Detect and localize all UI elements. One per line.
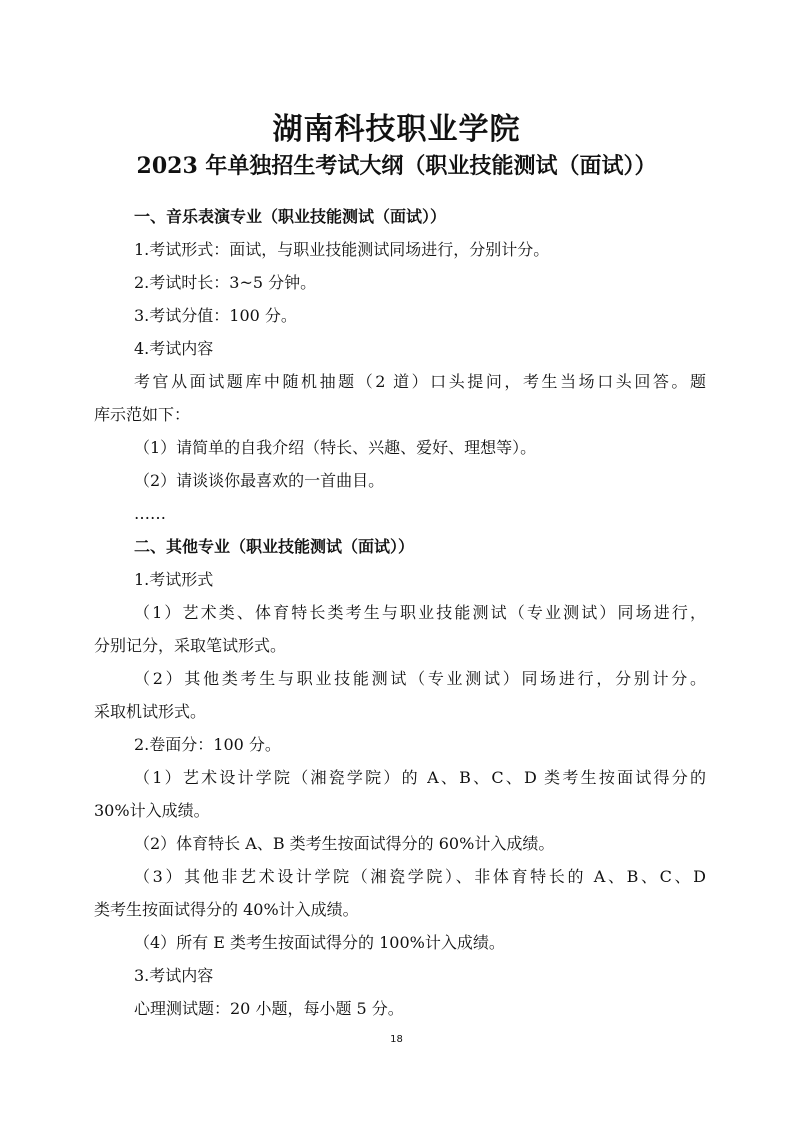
paragraph-line: 3.考试分值：100 分。 [134, 306, 297, 325]
paragraph-line: 分别记分，采取笔试形式。 [94, 636, 287, 655]
paragraph-line: 1.考试形式 [134, 570, 214, 589]
section-heading-other: 二、其他专业（职业技能测试（面试）） [134, 537, 415, 556]
list-item: （3）其他非艺术设计学院（湘瓷学院）、非体育特长的 A、B、C、D [134, 867, 706, 886]
paragraph-line: 2.考试时长：3~5 分钟。 [134, 273, 317, 292]
list-item: （2）请谈谈你最喜欢的一首曲目。 [134, 471, 385, 490]
ellipsis: …… [134, 504, 166, 523]
page-number: 18 [390, 1034, 403, 1045]
paragraph-line: 类考生按面试得分的 40%计入成绩。 [94, 900, 359, 919]
paragraph-line: 2.卷面分：100 分。 [134, 735, 281, 754]
document-title: 湖南科技职业学院 [272, 112, 521, 147]
paragraph-line: 3.考试内容 [134, 966, 214, 985]
document-subtitle: 2023 年单独招生考试大纲（职业技能测试（面试）） [136, 153, 657, 179]
paragraph-line: 30%计入成绩。 [94, 801, 210, 820]
list-item: （1）艺术设计学院（湘瓷学院）的 A、B、C、D 类考生按面试得分的 [134, 768, 706, 787]
list-item: （1）艺术类、体育特长类考生与职业技能测试（专业测试）同场进行， [134, 603, 706, 622]
paragraph-line: 采取机试形式。 [94, 702, 207, 721]
paragraph-line: 库示范如下： [94, 405, 191, 424]
list-item: （4）所有 E 类考生按面试得分的 100%计入成绩。 [134, 933, 505, 952]
paragraph-line: 1.考试形式：面试，与职业技能测试同场进行，分别计分。 [134, 240, 550, 259]
document-body [94, 200, 706, 1025]
list-item: （2）体育特长 A、B 类考生按面试得分的 60%计入成绩。 [134, 834, 555, 853]
paragraph-line: 考官从面试题库中随机抽题（2 道）口头提问，考生当场口头回答。题 [134, 372, 706, 391]
list-item: （1）请简单的自我介绍（特长、兴趣、爱好、理想等）。 [134, 438, 537, 457]
section-heading-music: 一、音乐表演专业（职业技能测试（面试）） [134, 207, 447, 226]
list-item: （2）其他类考生与职业技能测试（专业测试）同场进行，分别计分。 [134, 669, 706, 688]
paragraph-line: 4.考试内容 [134, 339, 214, 358]
paragraph-line: 心理测试题：20 小题，每小题 5 分。 [134, 999, 404, 1018]
